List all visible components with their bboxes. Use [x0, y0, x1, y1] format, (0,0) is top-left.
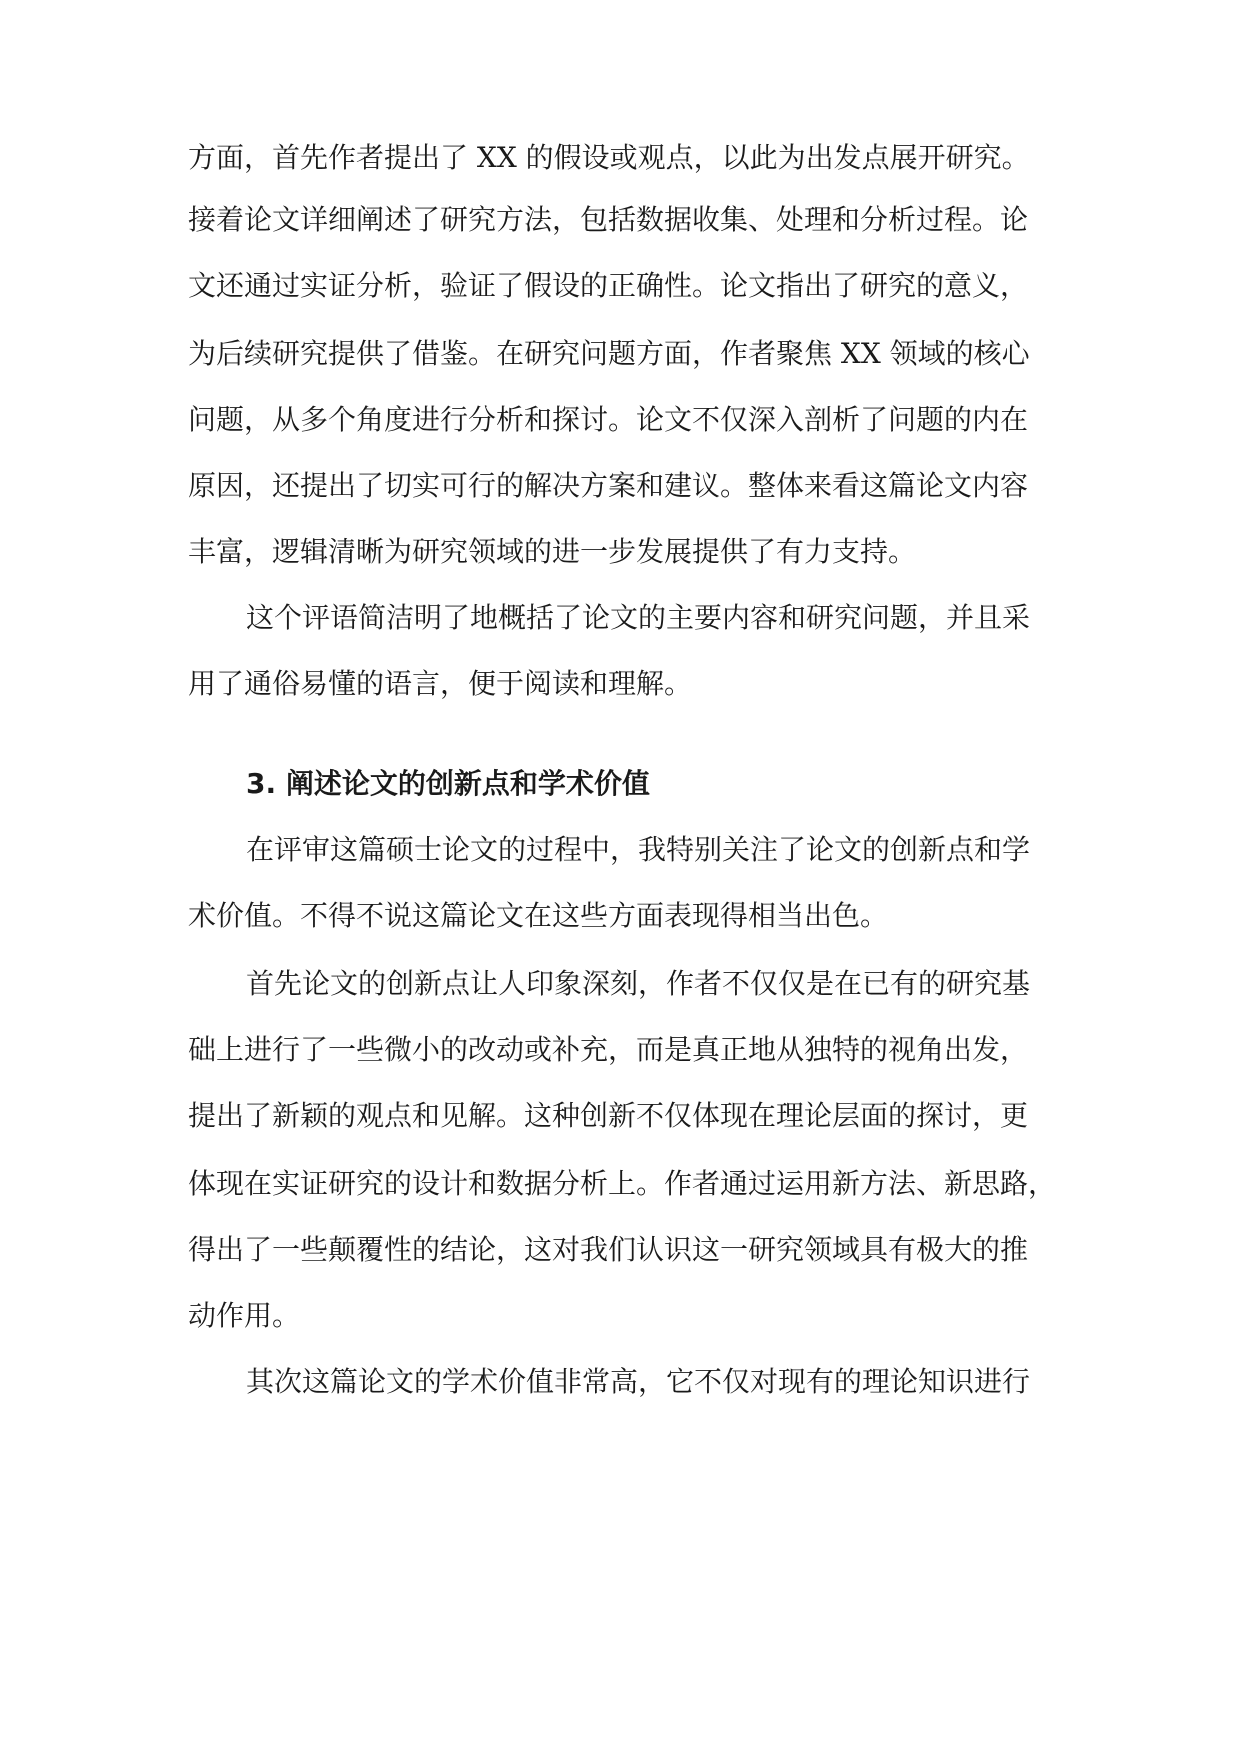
paragraph-line: 首先论文的创新点让人印象深刻，作者不仅仅是在已有的研究基 [246, 967, 1031, 1000]
paragraph-line: 动作用。 [188, 1299, 301, 1332]
paragraph-line: 问题，从多个角度进行分析和探讨。论文不仅深入剖析了问题的内在 [188, 403, 1029, 436]
paragraph-line: 其次这篇论文的学术价值非常高，它不仅对现有的理论知识进行 [246, 1365, 1031, 1398]
paragraph-line: 方面，首先作者提出了 XX 的假设或观点，以此为出发点展开研究。 [188, 141, 1030, 174]
paragraph-line: 在评审这篇硕士论文的过程中，我特别关注了论文的创新点和学 [246, 833, 1031, 866]
section-heading: 3. 阐述论文的创新点和学术价值 [246, 767, 650, 800]
paragraph-line: 体现在实证研究的设计和数据分析上。作者通过运用新方法、新思路， [188, 1167, 1057, 1200]
paragraph-line: 提出了新颖的观点和见解。这种创新不仅体现在理论层面的探讨，更 [188, 1099, 1029, 1132]
paragraph-line: 用了通俗易懂的语言，便于阅读和理解。 [188, 667, 693, 700]
paragraph-line: 丰富，逻辑清晰为研究领域的进一步发展提供了有力支持。 [188, 535, 917, 568]
paragraph-line: 础上进行了一些微小的改动或补充，而是真正地从独特的视角出发， [188, 1033, 1029, 1066]
paragraph-line: 为后续研究提供了借鉴。在研究问题方面，作者聚焦 XX 领域的核心 [188, 337, 1030, 370]
paragraph-line: 原因，还提出了切实可行的解决方案和建议。整体来看这篇论文内容 [188, 469, 1029, 502]
paragraph-line: 术价值。不得不说这篇论文在这些方面表现得相当出色。 [188, 899, 889, 932]
paragraph-line: 接着论文详细阐述了研究方法，包括数据收集、处理和分析过程。论 [188, 203, 1029, 236]
paragraph-line: 文还通过实证分析，验证了假设的正确性。论文指出了研究的意义， [188, 269, 1029, 302]
paragraph-line: 得出了一些颠覆性的结论，这对我们认识这一研究领域具有极大的推 [188, 1233, 1029, 1266]
paragraph-line: 这个评语简洁明了地概括了论文的主要内容和研究问题，并且采 [246, 601, 1031, 634]
